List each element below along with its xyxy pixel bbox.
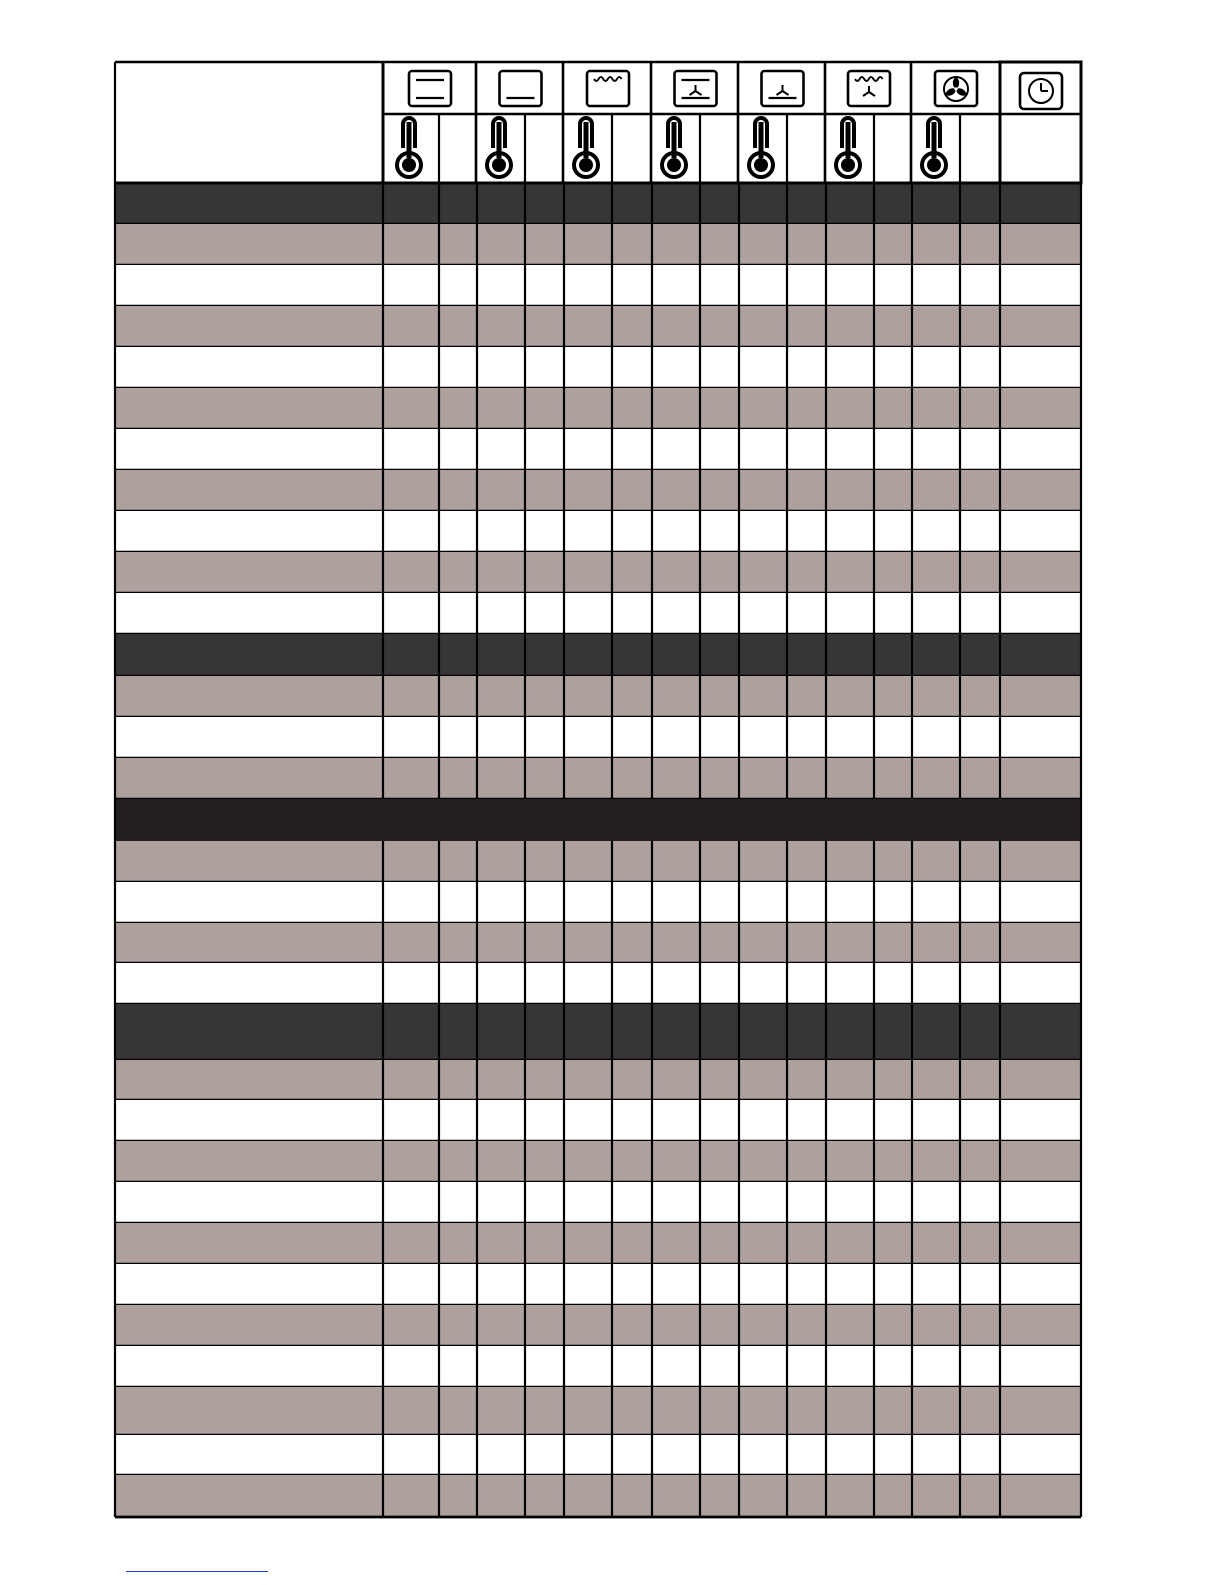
thermometer-icon [487, 118, 511, 177]
table-row [115, 758, 1081, 799]
row-fill [115, 347, 1081, 388]
thermometer-icon [574, 118, 598, 177]
row-fill [115, 1346, 1081, 1387]
row-fill [115, 1475, 1081, 1517]
row-fill [115, 1100, 1081, 1141]
table-row [115, 1387, 1081, 1435]
table-row [115, 470, 1081, 511]
row-fill [115, 676, 1081, 717]
bottom-heat-icon [500, 71, 542, 106]
row-fill [115, 758, 1081, 799]
row-fill [115, 388, 1081, 429]
row-fill [115, 1060, 1081, 1100]
row-fill [115, 224, 1081, 265]
row-fill [115, 717, 1081, 758]
table-row [115, 224, 1081, 265]
row-fill [115, 963, 1081, 1004]
row-fill [115, 511, 1081, 552]
table-row [115, 1346, 1081, 1387]
table-row [115, 265, 1081, 306]
table-row [115, 388, 1081, 429]
table-row [115, 1060, 1081, 1100]
row-fill [115, 265, 1081, 306]
table-row [115, 717, 1081, 758]
table-row [115, 552, 1081, 593]
row-fill [115, 1004, 1081, 1060]
hot-air-fan-icon [935, 71, 977, 106]
row-fill [115, 634, 1081, 676]
clock-icon [1020, 73, 1062, 109]
table-row [115, 306, 1081, 347]
row-fill [115, 1435, 1081, 1475]
table-row [115, 923, 1081, 963]
row-fill [115, 882, 1081, 923]
row-fill [115, 1141, 1081, 1182]
thermometer-icon [922, 118, 946, 177]
thermometer-icon [836, 118, 860, 177]
fan-grill-icon [848, 71, 890, 106]
section-row [115, 1004, 1081, 1060]
table-row [115, 1182, 1081, 1223]
thermometer-icon [662, 118, 686, 177]
row-fill [115, 923, 1081, 963]
section-row [115, 799, 1081, 841]
row-fill [115, 799, 1081, 841]
table-row [115, 1305, 1081, 1346]
table-row [115, 1141, 1081, 1182]
table-row [115, 676, 1081, 717]
row-fill [115, 593, 1081, 634]
table-header [115, 62, 1081, 183]
fan-bottom-heat-icon [762, 71, 804, 106]
row-fill [115, 183, 1081, 224]
table-row [115, 1264, 1081, 1305]
table-row [115, 963, 1081, 1004]
row-fill [115, 552, 1081, 593]
row-fill [115, 1305, 1081, 1346]
grill-icon [587, 71, 629, 106]
row-fill [115, 1182, 1081, 1223]
table-row [115, 429, 1081, 470]
table-row [115, 1223, 1081, 1264]
row-fill [115, 841, 1081, 882]
thermometer-icon [397, 118, 421, 177]
top-bottom-heat-icon [409, 71, 451, 106]
table-row [115, 1475, 1081, 1517]
row-fill [115, 1387, 1081, 1435]
table-row [115, 841, 1081, 882]
section-row [115, 183, 1081, 224]
fan-top-bottom-heat-icon [675, 71, 717, 106]
table-row [115, 882, 1081, 923]
table-row [115, 347, 1081, 388]
table-row [115, 511, 1081, 552]
thermometer-icon [749, 118, 773, 177]
table-row [115, 1100, 1081, 1141]
row-fill [115, 1223, 1081, 1264]
row-fill [115, 1264, 1081, 1305]
row-fill [115, 470, 1081, 511]
table-row [115, 593, 1081, 634]
footer-link[interactable] [126, 1571, 268, 1572]
section-row [115, 634, 1081, 676]
row-fill [115, 429, 1081, 470]
table-row [115, 1435, 1081, 1475]
row-fill [115, 306, 1081, 347]
